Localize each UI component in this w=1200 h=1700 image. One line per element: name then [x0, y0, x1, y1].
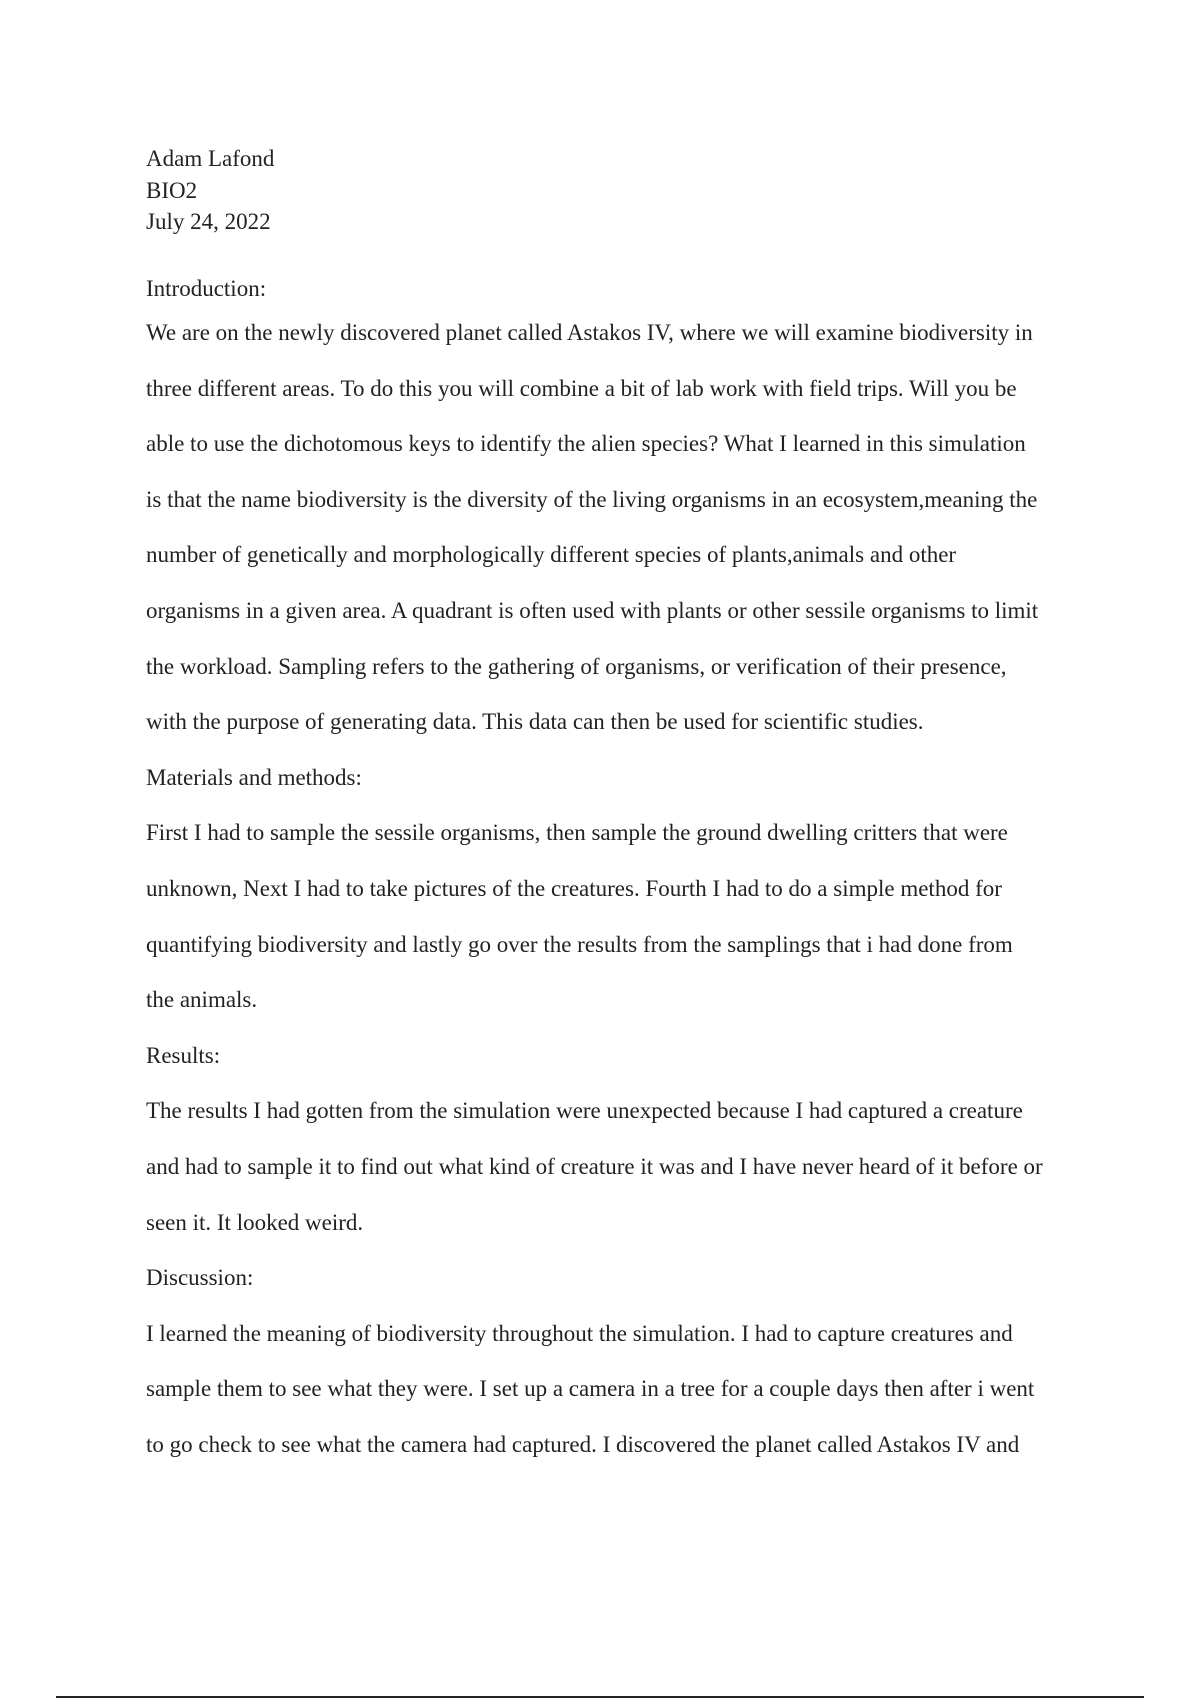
course-name: BIO2	[146, 177, 198, 203]
results-line: seen it. It looked weird.	[146, 1209, 364, 1235]
discussion-heading: Discussion:	[146, 1265, 254, 1291]
introduction-line: able to use the dichotomous keys to identify the alien species? What I learned in this simulation	[146, 431, 1026, 457]
methods-line: quantifying biodiversity and lastly go over the results from the samplings that i had done from	[146, 931, 1013, 957]
results-heading: Results:	[146, 1042, 221, 1068]
introduction-line: the workload. Sampling refers to the gathering of organisms, or verification of their presence,	[146, 653, 1007, 679]
introduction-line: number of genetically and morphologically different species of plants,animals and other	[146, 542, 957, 568]
methods-line: First I had to sample the sessile organisms, then sample the ground dwelling critters that were	[146, 820, 1008, 846]
introduction-line: We are on the newly discovered planet called Astakos IV, where we will examine biodiversity in	[146, 320, 1033, 345]
results-line: and had to sample it to find out what kind of creature it was and I have never heard of it before or	[146, 1153, 1043, 1179]
author-name: Adam Lafond	[146, 146, 275, 171]
document-header	[146, 143, 274, 238]
introduction-heading: Introduction:	[146, 276, 267, 301]
discussion-line: I learned the meaning of biodiversity throughout the simulation. I had to capture creatures and	[146, 1320, 1013, 1346]
methods-heading: Materials and methods:	[146, 764, 362, 790]
methods-line: unknown, Next I had to take pictures of the creatures. Fourth I had to do a simple method for	[146, 875, 1002, 901]
introduction-line: three different areas. To do this you will combine a bit of lab work with field trips. Will you be	[146, 375, 1017, 401]
page-bottom-divider	[56, 1696, 1144, 1698]
introduction-line: with the purpose of generating data. This data can then be used for scientific studies.	[146, 709, 924, 735]
results-line: The results I had gotten from the simulation were unexpected because I had captured a creature	[146, 1098, 1023, 1124]
introduction-line: organisms in a given area. A quadrant is often used with plants or other sessile organisms to limit	[146, 597, 1039, 623]
document-date: July 24, 2022	[146, 209, 271, 234]
discussion-line: to go check to see what the camera had captured. I discovered the planet called Astakos IV and	[146, 1431, 1020, 1457]
discussion-line: sample them to see what they were. I set up a camera in a tree for a couple days then after i went	[146, 1376, 1035, 1402]
introduction-line: is that the name biodiversity is the diversity of the living organisms in an ecosystem,meaning the	[146, 486, 1038, 512]
methods-line: the animals.	[146, 987, 258, 1013]
document-body	[146, 305, 1096, 1472]
